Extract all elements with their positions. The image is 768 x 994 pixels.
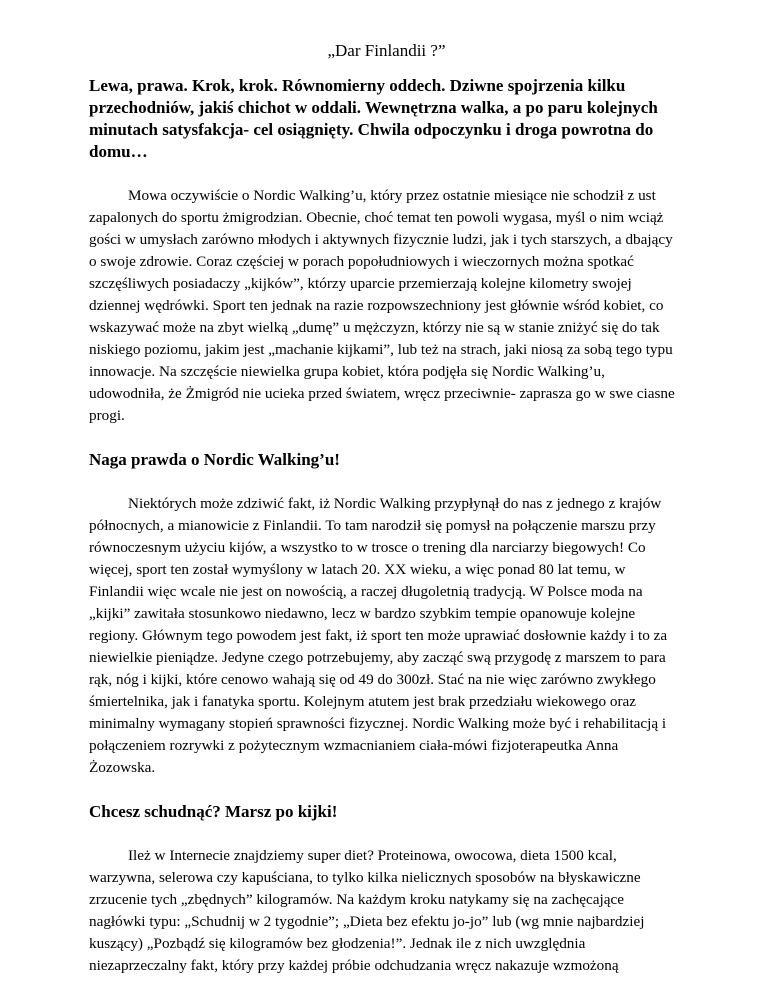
lead-paragraph: Lewa, prawa. Krok, krok. Równomierny oddech. Dziwne spojrzenia kilku przechodniów, jakiś chichot w oddali. Wewnętrzna walka, a po paru kolejnych minutach satysfakcja- cel osiągnięty. Chwila odpoczynku i droga powrotna do domu…: [89, 76, 658, 161]
document-title: „Dar Finlandii ?”: [327, 41, 446, 60]
section-heading-2: Chcesz schudnąć? Marsz po kijki!: [89, 802, 338, 821]
section-heading-1: Naga prawda o Nordic Walking’u!: [89, 450, 340, 469]
body-paragraph-1: Mowa oczywiście o Nordic Walking’u, który przez ostatnie miesiące nie schodził z ust zapalonych do sportu żmigrodzian. Obecnie, choć temat ten powoli wygasa, myśl o nim wciąż gości w umysłach zarówno młodych i aktywnych fizycznie ludzi, jak i tych starszych, a dbający o swoje zdrowie. Coraz częściej w porach popołudniowych i wieczornych można spotkać szczęśliwych posiadaczy „kijków”, którzy uparcie przemierzają kolejne kilometry swojej dziennej wędrówki. Sport ten jednak na razie rozpowszechniony jest głównie wśród kobiet, co wskazywać może na zbyt wielką „dumę” u mężczyzn, którzy nie są w stanie zniżyć się do tak niskiego poziomu, jakim jest „machanie kijkami”, lub też na strach, jaki niosą za sobą tego typu innowacje. Na szczęście niewielka grupa kobiet, która podjęła się Nordic Walking’u, udowodniła, że Żmigród nie ucieka przed światem, wręcz przeciwnie- zaprasza go w swe ciasne progi.: [89, 187, 675, 424]
body-paragraph-3: Ileż w Internecie znajdziemy super diet? Proteinowa, owocowa, dieta 1500 kcal, warzywna, selerowa czy kapuściana, to tylko kilka nielicznych sposobów na błyskawiczne zrzucenie tych „zbędnych” kilogramów. Na każdym kroku natykamy się na zachęcające nagłówki typu: „Schudnij w 2 tygodnie”; „Dieta bez efektu jo-jo” lub (wg mnie najbardziej kuszący) „Pozbądź się kilogramów bez głodzenia!”. Jednak ile z nich uwzględnia niezaprzeczalny fakt, który przy każdej próbie odchudzania wręcz nakazuje wzmożoną: [89, 847, 645, 974]
body-paragraph-2: Niektórych może zdziwić fakt, iż Nordic Walking przypłynął do nas z jednego z krajów północnych, a mianowicie z Finlandii. To tam narodził się pomysł na połączenie marszu przy równoczesnym użyciu kijów, a wszystko to w trosce o trening dla narciarzy biegowych! Co więcej, sport ten został wymyślony w latach 20. XX wieku, a więc ponad 80 lat temu, w Finlandii więc wcale nie jest on nowością, a raczej długoletnią tradycją. W Polsce moda na „kijki” zawitała stosunkowo niedawno, lecz w bardzo szybkim tempie opanowuje kolejne regiony. Głównym tego powodem jest fakt, iż sport ten może uprawiać dosłownie każdy i to za niewielkie pieniądze. Jedyne czego potrzebujemy, aby zacząć swą przygodę z marszem to para rąk, nóg i kijki, które cenowo wahają się od 49 do 300zł. Stać na nie więc zarówno zwykłego śmiertelnika, jak i fanatyka sportu. Kolejnym atutem jest brak przedziału wiekowego oraz minimalny wymagany stopień sprawności fizycznej. Nordic Walking może być i rehabilitacją i połączeniem rozrywki z pożytecznym wzmacnianiem ciała-mówi fizjoterapeutka Anna Żozowska.: [89, 495, 668, 776]
